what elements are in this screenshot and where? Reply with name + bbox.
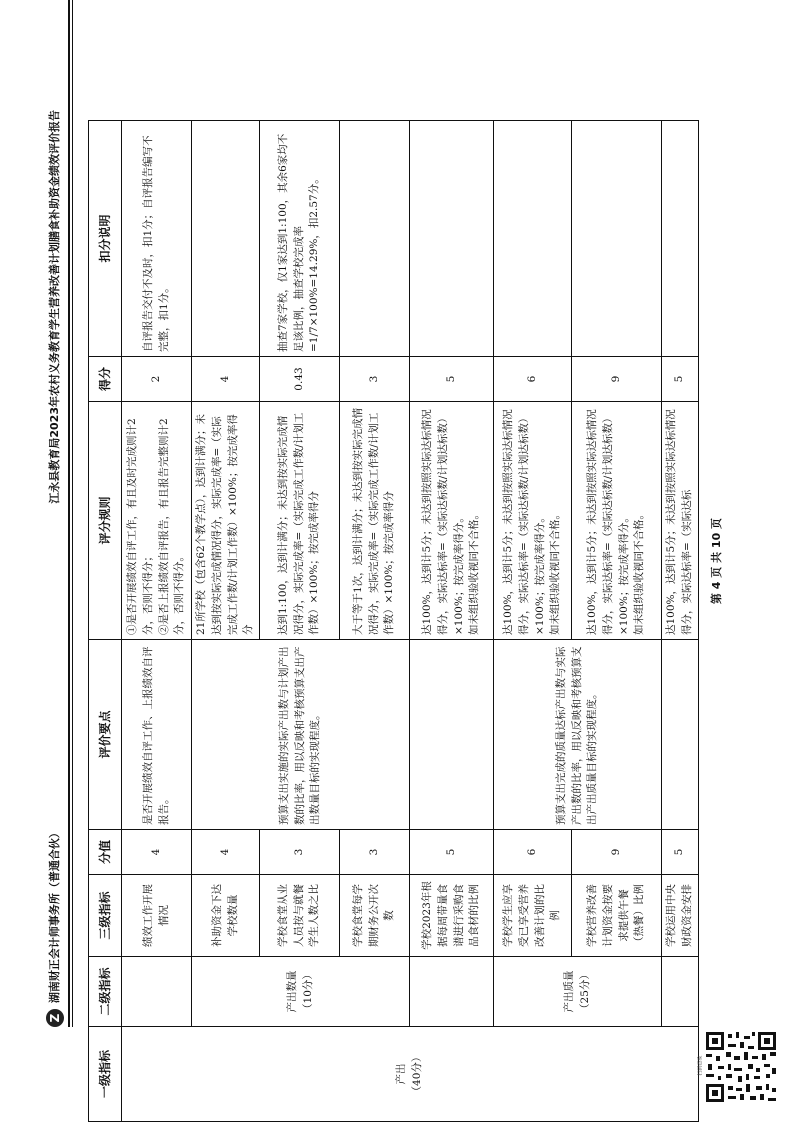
table-header-row: [89, 121, 122, 1122]
table-row: [122, 121, 192, 1122]
rules-cell: 达100%，达到计5分；未达到按照实际达标情况得分，实际达标率=（实际达标数/计划达标数）×100%；按完成率得分。 如未组织验收视同不合格。: [410, 402, 494, 640]
table-row: [494, 121, 572, 1122]
rules-cell: 达100%，达到计5分；未达到按照实际达标情况得分，实际达标率=（实际达标: [662, 402, 699, 640]
deduct-cell: 自评报告交付不及时，扣1分；自评报告编写不完整，扣1分。: [122, 121, 192, 357]
deduct-cell: [192, 121, 260, 357]
evaluation-table: [88, 120, 699, 1122]
col-header: 扣分说明: [89, 121, 122, 357]
report-title: 江永县教育局2023年农村义务教育学生营养改善计划膳食补助资金绩效评价报告: [48, 110, 61, 504]
table-row: [662, 121, 699, 1122]
score-cell: 5: [662, 830, 699, 875]
col-header: 得分: [89, 357, 122, 402]
score-cell: 6: [494, 830, 572, 875]
rules-cell: ①是否开展绩效自评工作，有且及时完成则计2分，否则不得分； ②是否上报绩效自评报告，有且报告完整则计2分，否则不得分。: [122, 402, 192, 640]
firm-logo-icon: Z: [46, 1009, 64, 1027]
deduct-cell: [494, 121, 572, 357]
rules-cell: 21所学校（包含62个教学点），达到计满分；未达到按实际完成情况得分，实际完成率=（实际完成工作数/计划工作数）×100%；按完成率得分: [192, 402, 260, 640]
score-cell: 9: [572, 830, 662, 875]
header-rule: [68, 0, 70, 1027]
col-header: 分值: [89, 830, 122, 875]
l3-cell: 学校营养改善计划资金按要求提供午餐（热餐）比例: [572, 875, 662, 957]
l3-cell: 绩效工作开展情况: [122, 875, 192, 957]
score-cell: 5: [410, 830, 494, 875]
score-cell: 3: [260, 830, 340, 875]
level2-quality: 产出质量 （25分）: [494, 957, 662, 1027]
got-cell: 2: [122, 357, 192, 402]
deduct-cell: 抽查7家学校，仅1家达到1:100，其余6家均不足该比例，抽查学校完成率=1/7×100%=14.29%，扣2.57分。: [260, 121, 340, 357]
col-header: 三级指标: [89, 875, 122, 957]
score-cell: 4: [122, 830, 192, 875]
l3-cell: 学校运用中央财政资金安排: [662, 875, 699, 957]
l3-cell: 学校食堂从业人员按与就餐学生人数之比: [260, 875, 340, 957]
table-row: [410, 121, 494, 1122]
l3-cell: 学校食堂每学期财务公开次数: [340, 875, 410, 957]
firm-name: 湖南财正会计师事务所（普通合伙）: [48, 827, 61, 1004]
rules-cell: 大于等于1次，达到计满分；未达到按实际完成情况得分，实际完成率=（实际完成工作数/计划工作数）×100%；按完成率得分: [340, 402, 410, 640]
page-number: 第 4 页 共 10 页: [710, 517, 723, 605]
col-header: 评价要点: [89, 640, 122, 830]
col-header: 评分规则: [89, 402, 122, 640]
col-header: 二级指标: [89, 957, 122, 1027]
deduct-cell: [572, 121, 662, 357]
firm-header: [46, 827, 64, 1027]
got-cell: 0.43: [260, 357, 340, 402]
points-cell: 是否开展绩效自评工作、上报绩效自评报告。: [122, 640, 192, 830]
deduct-cell: [662, 121, 699, 357]
points-cell: 预算支出实施的实际产出数与计划产出数的比率，用以反映和考核预算支出产出数量目标的实现程度。: [192, 640, 410, 830]
qr-code-icon: [704, 1030, 778, 1104]
l3-cell: 学校学生应享受已享受营养改善计划的比例: [494, 875, 572, 957]
got-cell: 5: [410, 357, 494, 402]
got-cell: 4: [192, 357, 260, 402]
points-cell: 预算支出完成的质量达标产出数与实际产出数的比率，用以反映和考核预算支出产出质量目标的实现程度。: [494, 640, 662, 830]
got-cell: 6: [494, 357, 572, 402]
score-cell: 4: [192, 830, 260, 875]
level1-cell: 产出 （40分）: [122, 1027, 699, 1122]
deduct-cell: [410, 121, 494, 357]
l3-cell: 学校2023年根据每周带量食谱进行采购食品食材的比例: [410, 875, 494, 957]
rules-cell: 达100%，达到计5分；未达到按照实际达标情况得分，实际达标率=（实际达标数/计划达标数）×100%；按完成率得分。 如未组织验收视同不合格。: [494, 402, 572, 640]
rules-cell: 达到1:100，达到计满分；未达到按实际完成情况得分，实际完成率=（实际完成工作数/计划工作数）×100%；按完成率得分: [260, 402, 340, 640]
qr-label: 扫码查验: [697, 1055, 704, 1076]
got-cell: 3: [340, 357, 410, 402]
header-rule-thin: [72, 0, 73, 1027]
col-header: 一级指标: [89, 1027, 122, 1122]
deduct-cell: [340, 121, 410, 357]
table-row: [192, 121, 260, 1122]
got-cell: 9: [572, 357, 662, 402]
got-cell: 5: [662, 357, 699, 402]
level2-quantity: 产出数量 （10分）: [192, 957, 410, 1027]
l3-cell: 补助资金下达学校数量: [192, 875, 260, 957]
rules-cell: 达100%，达到计5分；未达到按照实际达标情况得分，实际达标率=（实际达标数/计划达标数）×100%；按完成率得分。 如未组织验收视同不合格。: [572, 402, 662, 640]
score-cell: 3: [340, 830, 410, 875]
